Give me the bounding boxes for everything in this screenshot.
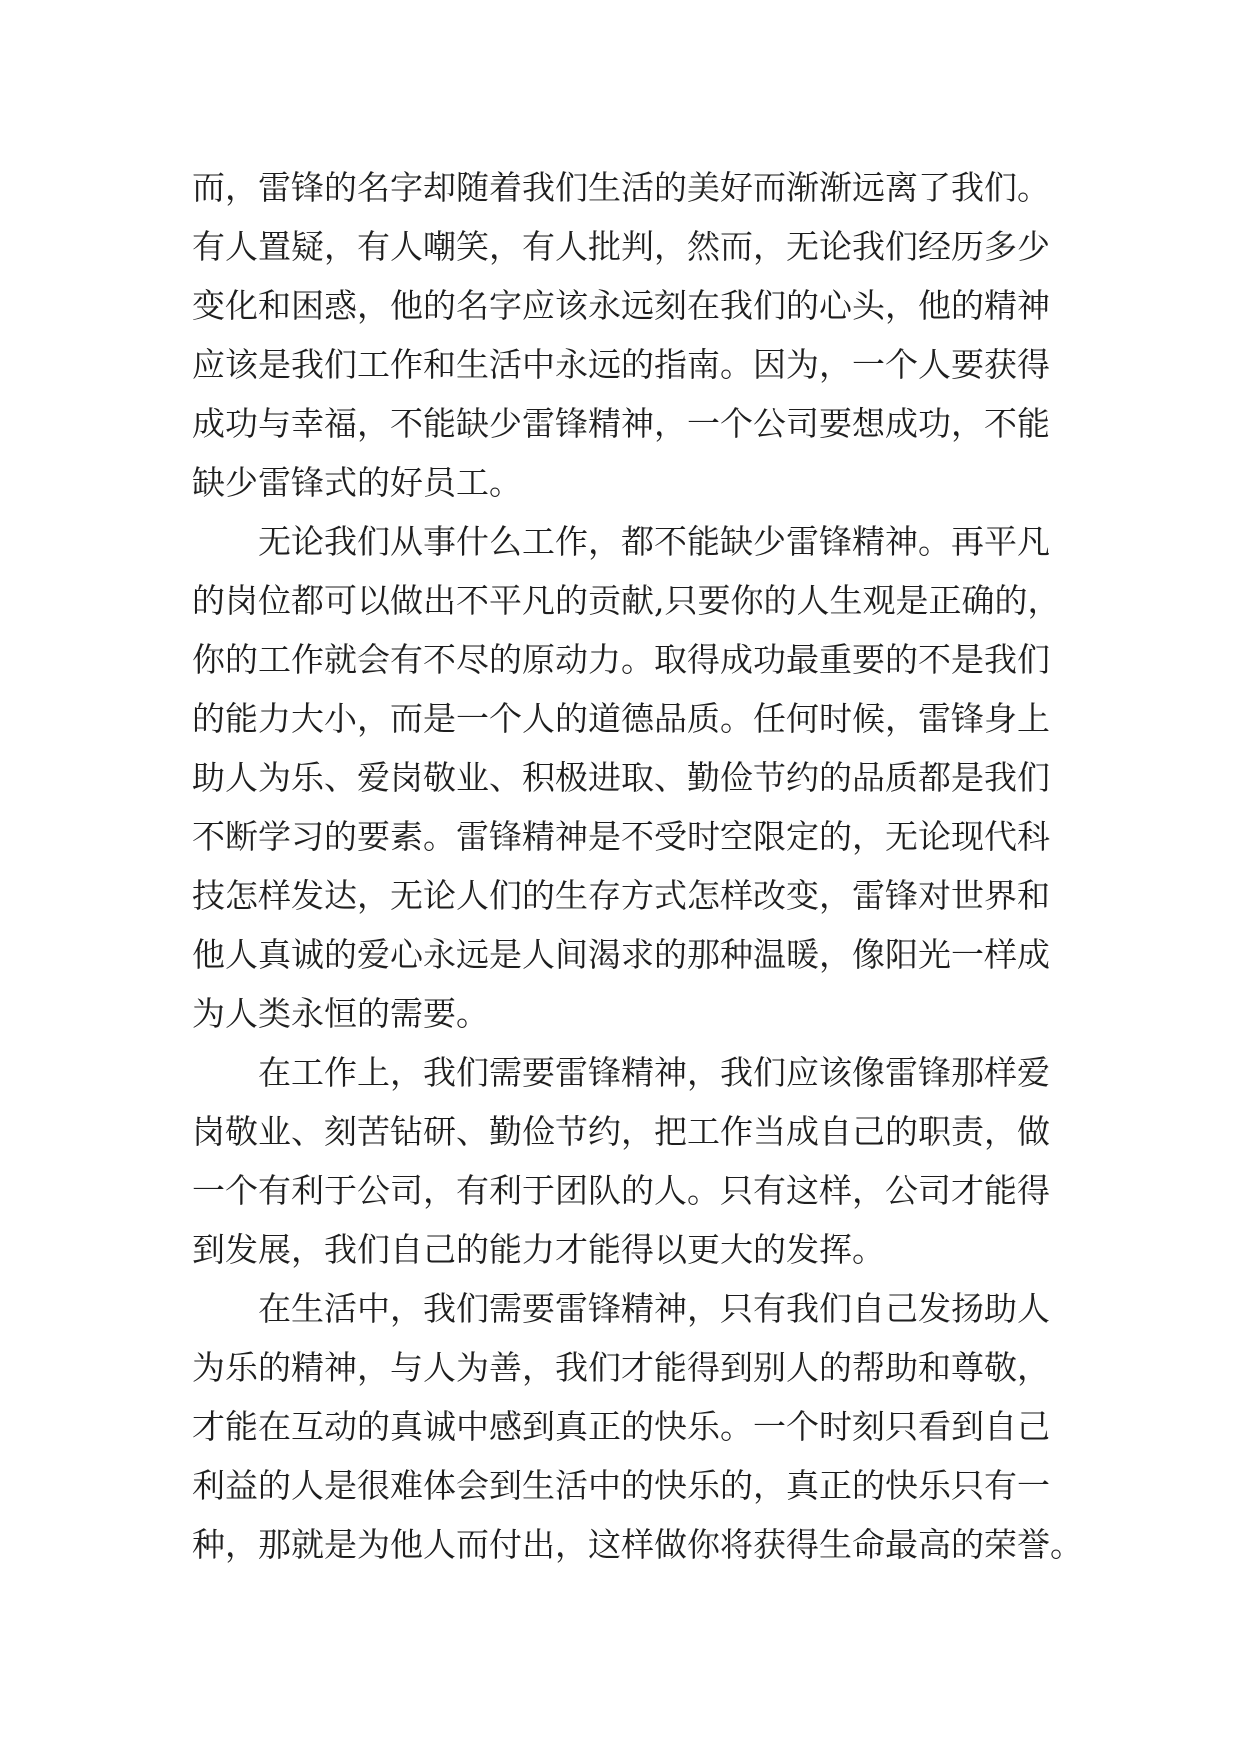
text-line: 的岗位都可以做出不平凡的贡献,只要你的人生观是正确的， xyxy=(192,581,1061,620)
text-line: 而，雷锋的名字却随着我们生活的美好而渐渐远离了我们。 xyxy=(192,168,1050,207)
text-line: 缺少雷锋式的好员工。 xyxy=(192,463,522,502)
text-line: 为乐的精神，与人为善，我们才能得到别人的帮助和尊敬， xyxy=(192,1348,1050,1387)
paragraph-first-line: 在生活中，我们需要雷锋精神，只有我们自己发扬助人 xyxy=(258,1289,1050,1328)
text-line: 你的工作就会有不尽的原动力。取得成功最重要的不是我们 xyxy=(192,640,1050,679)
text-line: 他人真诚的爱心永远是人间渴求的那种温暖，像阳光一样成 xyxy=(192,935,1050,974)
text-line: 助人为乐、爱岗敬业、积极进取、勤俭节约的品质都是我们 xyxy=(192,758,1050,797)
text-line: 成功与幸福，不能缺少雷锋精神，一个公司要想成功，不能 xyxy=(192,404,1050,443)
text-line: 应该是我们工作和生活中永远的指南。因为，一个人要获得 xyxy=(192,345,1050,384)
text-line: 变化和困惑，他的名字应该永远刻在我们的心头，他的精神 xyxy=(192,286,1050,325)
text-line: 利益的人是很难体会到生活中的快乐的，真正的快乐只有一 xyxy=(192,1466,1050,1505)
text-line: 岗敬业、刻苦钻研、勤俭节约，把工作当成自己的职责，做 xyxy=(192,1112,1050,1151)
paragraph-first-line: 无论我们从事什么工作，都不能缺少雷锋精神。再平凡 xyxy=(258,522,1050,561)
paragraph-first-line: 在工作上，我们需要雷锋精神，我们应该像雷锋那样爱 xyxy=(258,1053,1050,1092)
text-line: 不断学习的要素。雷锋精神是不受时空限定的，无论现代科 xyxy=(192,817,1050,856)
text-line: 有人置疑，有人嘲笑，有人批判，然而，无论我们经历多少 xyxy=(192,227,1050,266)
text-line: 一个有利于公司，有利于团队的人。只有这样，公司才能得 xyxy=(192,1171,1050,1210)
text-line: 为人类永恒的需要。 xyxy=(192,994,489,1033)
text-line: 才能在互动的真诚中感到真正的快乐。一个时刻只看到自己 xyxy=(192,1407,1050,1446)
text-line: 的能力大小，而是一个人的道德品质。任何时候，雷锋身上 xyxy=(192,699,1050,738)
text-line: 技怎样发达，无论人们的生存方式怎样改变，雷锋对世界和 xyxy=(192,876,1050,915)
document-body xyxy=(192,158,1083,1574)
text-line: 种，那就是为他人而付出，这样做你将获得生命最高的荣誉。 xyxy=(192,1525,1083,1564)
text-line: 到发展，我们自己的能力才能得以更大的发挥。 xyxy=(192,1230,885,1269)
